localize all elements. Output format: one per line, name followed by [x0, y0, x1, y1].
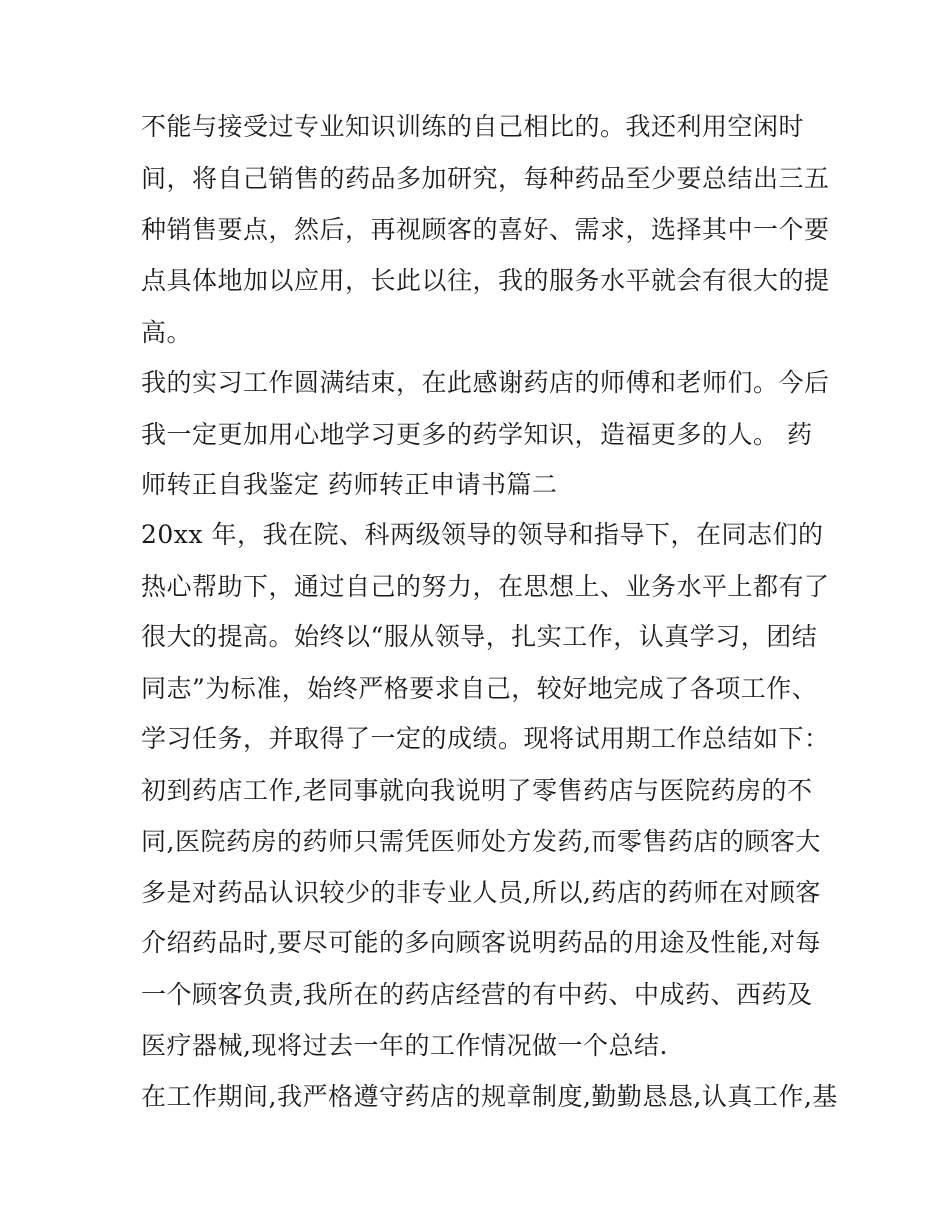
text-line: 很大的提高。始终以“服从领导，扎实工作，认真学习，团结 — [141, 622, 818, 651]
text-line: 介绍药品时,要尽可能的多向顾客说明药品的用途及性能,对每 — [141, 928, 821, 957]
section-heading: 师转正自我鉴定 药师转正申请书篇二 — [141, 470, 558, 499]
text-line: 初到药店工作,老同事就向我说明了零售药店与医院药房的不 — [141, 776, 813, 805]
text-line: 间，将自己销售的药品多加研究，每种药品至少要总结出三五 — [141, 164, 830, 193]
text-line: 我的实习工作圆满结束，在此感谢药店的师傅和老师们。今后 — [141, 368, 830, 397]
text-line: 同,医院药房的药师只需凭医师处方发药,而零售药店的顾客大 — [141, 827, 821, 856]
text-line: 20xx 年，我在院、科两级领导的领导和指导下，在同志们的 — [141, 520, 824, 549]
text-line: 一个顾客负责,我所在的药店经营的有中药、中成药、西药及 — [141, 980, 813, 1009]
text-line: 医疗器械,现将过去一年的工作情况做一个总结. — [141, 1031, 668, 1060]
text-line: 热心帮助下，通过自己的努力，在思想上、业务水平上都有了 — [141, 572, 830, 601]
text-line: 种销售要点，然后，再视顾客的喜好、需求，选择其中一个要 — [141, 215, 830, 244]
text-line: 同志”为标准，始终严格要求自己，较好地完成了各项工作、 — [141, 674, 818, 703]
text-line: 高。 — [141, 318, 193, 347]
text-line: 不能与接受过专业知识训练的自己相比的。我还利用空闲时 — [141, 112, 805, 141]
text-line: 学习任务，并取得了一定的成绩。现将试用期工作总结如下： — [141, 724, 830, 753]
text-line: 在工作期间,我严格遵守药店的规章制度,勤勤恳恳,认真工作,基 — [141, 1082, 838, 1111]
text-line: 点具体地加以应用，长此以往，我的服务水平就会有很大的提 — [141, 266, 830, 295]
text-line: 多是对药品认识较少的非专业人员,所以,药店的药师在对顾客 — [141, 878, 821, 907]
text-line: 我一定更加用心地学习更多的药学知识，造福更多的人。 药 — [141, 420, 813, 449]
